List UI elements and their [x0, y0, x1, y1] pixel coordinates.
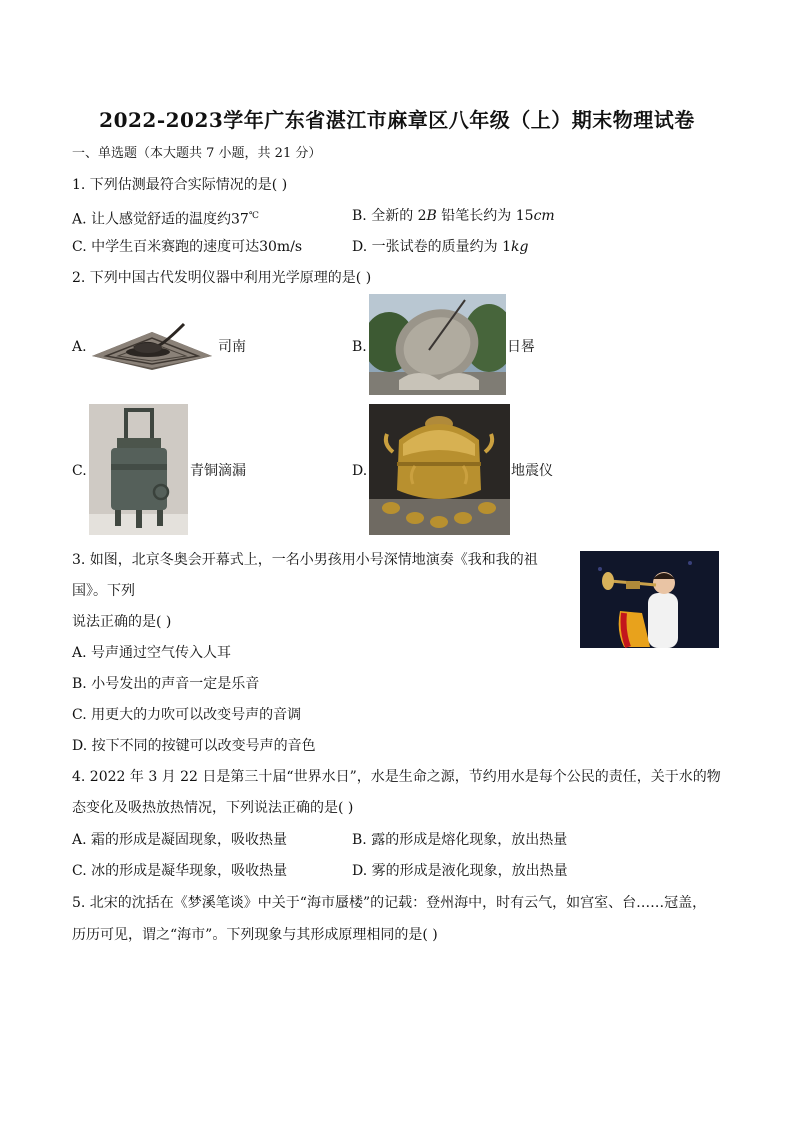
- q1-option-d-unit: kg: [510, 239, 529, 255]
- section-heading: 一、单选题（本大题共 7 小题，共 21 分）: [72, 146, 322, 161]
- q2-option-a-label: A.: [72, 339, 87, 355]
- q3-stem-line3: 说法正确的是( ): [72, 614, 172, 630]
- q4-stem-line1: 4. 2022 年 3 月 22 日是第三十届“世界水日”，水是生命之源，节约用水是每个公民的责任，关于水的物: [72, 769, 721, 785]
- q4-option-c: C. 冰的形成是凝华现象，吸收热量: [72, 863, 288, 879]
- q3-option-a: A. 号声通过空气传入人耳: [72, 645, 232, 661]
- q1-option-c: C. 中学生百米赛跑的速度可达30m/s: [72, 239, 303, 255]
- q2-option-c-label: C.: [72, 463, 87, 479]
- q1-option-b-unit: cm: [533, 208, 555, 224]
- q3-stem-line2: 国》。下列: [72, 583, 135, 599]
- q2-option-b-label: B.: [352, 339, 367, 355]
- q1-option-d: [352, 237, 528, 257]
- trumpet-boy-image: [580, 551, 719, 648]
- compass-image: [88, 318, 216, 370]
- q3-option-d: D. 按下不同的按键可以改变号声的音色: [72, 738, 316, 754]
- q3-stem-line1: 3. 如图，北京冬奥会开幕式上，一名小男孩用小号深情地演奏《我和我的祖: [72, 552, 538, 568]
- q1-option-b-italic1: B: [426, 208, 437, 224]
- q2-option-b-caption: 日晷: [507, 339, 535, 355]
- q1-option-b-text: B. 全新的 2: [352, 208, 427, 224]
- q4-option-d: D. 雾的形成是液化现象，放出热量: [352, 863, 568, 879]
- q1-option-b: [352, 206, 555, 226]
- q5-stem-line1: 5. 北宋的沈括在《梦溪笔谈》中关于“海市蜃楼”的记载：登州海中，时有云气，如宫室、台……冠盖，: [72, 895, 707, 911]
- q3-option-b: B. 小号发出的声音一定是乐音: [72, 676, 260, 692]
- q5-stem-line2: 历历可见，谓之“海市”。下列现象与其形成原理相同的是( ): [72, 927, 438, 943]
- q2-option-a-caption: 司南: [218, 339, 246, 355]
- sundial-image: [369, 294, 506, 395]
- q1-option-a: [72, 206, 259, 230]
- q2-option-c-caption: 青铜滴漏: [190, 463, 246, 479]
- q1-option-b-mid: 铅笔长约为 15: [436, 208, 534, 224]
- q2-option-d-label: D.: [352, 463, 368, 479]
- q1-stem: 1. 下列估测最符合实际情况的是( ): [72, 177, 288, 193]
- q4-stem-line2: 态变化及吸热放热情况，下列说法正确的是( ): [72, 800, 354, 816]
- q2-stem: 2. 下列中国古代发明仪器中利用光学原理的是( ): [72, 270, 372, 286]
- seismograph-image: [369, 404, 510, 535]
- q4-option-a: A. 霜的形成是凝固现象，吸收热量: [72, 832, 288, 848]
- q3-option-c: C. 用更大的力吹可以改变号声的音调: [72, 707, 302, 723]
- q1-option-d-text: D. 一张试卷的质量约为 1: [352, 239, 511, 255]
- q1-option-a-unit: ℃: [248, 211, 259, 221]
- exam-title: 2022-2023学年广东省湛江市麻章区八年级（上）期末物理试卷: [99, 108, 695, 132]
- q1-option-a-text: A. 让人感觉舒适的温度约37: [72, 211, 249, 228]
- bronze-water-clock-image: [89, 404, 188, 535]
- q2-option-d-caption: 地震仪: [511, 463, 553, 479]
- q4-option-b: B. 露的形成是熔化现象，放出热量: [352, 832, 568, 848]
